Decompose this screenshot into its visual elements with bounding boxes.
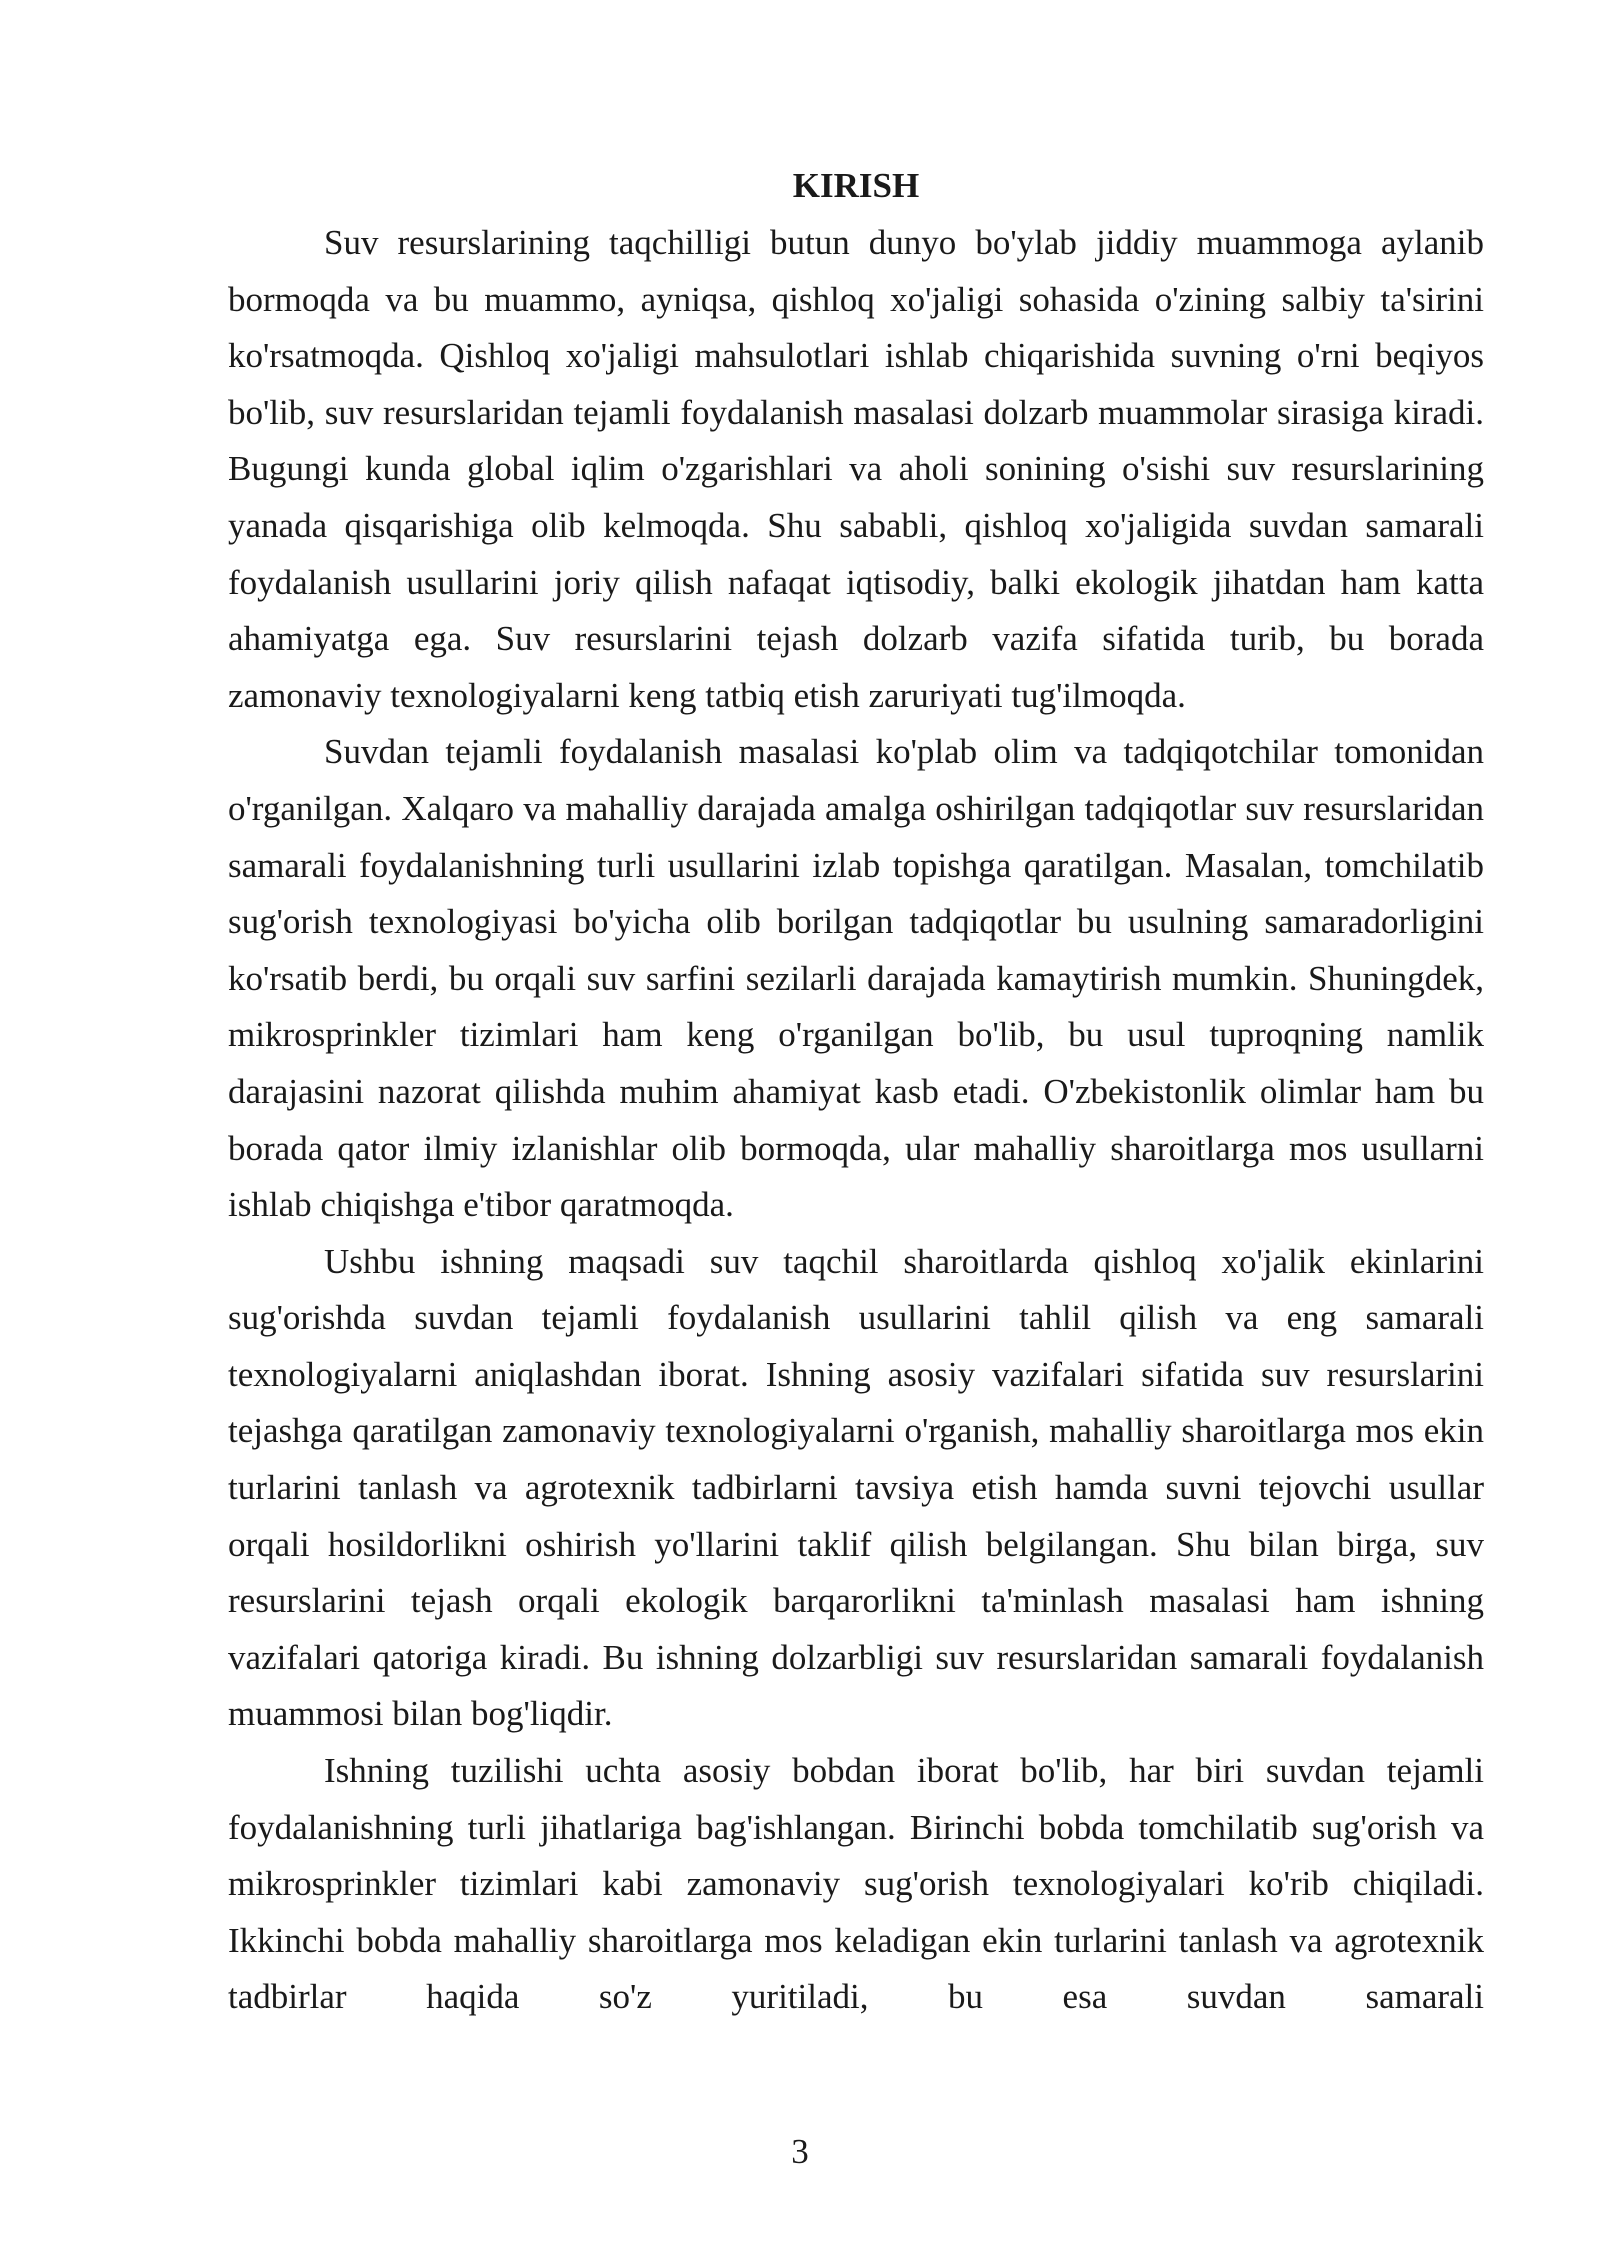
paragraph-4: Ishning tuzilishi uchta asosiy bobdan iborat bo'lib, har biri suvdan tejamli foydalanishning turli jihatlariga bag'ishlangan. Birinchi bobda tomchilatib sug'orish va mikrosprinkler tizimlari kabi zamonaviy sug'orish texnologiyalari ko'rib chiqiladi. Ikkinchi bobda mahalliy sharoitlarga mos keladigan ekin turlarini tanlash va agrotexnik tadbirlar haqida so'z yuritiladi, bu esa suvdan samarali <box>228 1751 1484 2017</box>
paragraph-3: Ushbu ishning maqsadi suv taqchil sharoitlarda qishloq xo'jalik ekinlarini sug'orishda suvdan tejamli foydalanish usullarini tahlil qilish va eng samarali texnologiyalarni aniqlashdan iborat. Ishning asosiy vazifalari sifatida suv resurslarini tejashga qaratilgan zamonaviy texnologiyalarni o'rganish, mahalliy sharoitlarga mos ekin turlarini tanlash va agrotexnik tadbirlarni tavsiya etish hamda suvni tejovchi usullar orqali hosildorlikni oshirish yo'llarini taklif qilish belgilangan. Shu bilan birga, suv resurslarini tejash orqali ekologik barqarorlikni ta'minlash masalasi ham ishning vazifalari qatoriga kiradi. Bu ishning dolzarbligi suv resurslaridan samarali foydalanish muammosi bilan bog'liqdir. <box>228 1241 1484 1734</box>
section-title: KIRISH <box>792 166 920 205</box>
page-content <box>228 158 1484 2026</box>
page-number: 3 <box>791 2132 809 2171</box>
paragraph-2: Suvdan tejamli foydalanish masalasi ko'plab olim va tadqiqotchilar tomonidan o'rganilgan. Xalqaro va mahalliy darajada amalga oshirilgan tadqiqotlar suv resurslaridan samarali foydalanishning turli usullarini izlab topishga qaratilgan. Masalan, tomchilatib sug'orish texnologiyasi bo'yicha olib borilgan tadqiqotlar bu usulning samaradorligini ko'rsatib berdi, bu orqali suv sarfini sezilarli darajada kamaytirish mumkin. Shuningdek, mikrosprinkler tizimlari ham keng o'rganilgan bo'lib, bu usul tuproqning namlik darajasini nazorat qilishda muhim ahamiyat kasb etadi. O'zbekistonlik olimlar ham bu borada qator ilmiy izlanishlar olib bormoqda, ular mahalliy sharoitlarga mos usullarni ishlab chiqishga e'tibor qaratmoqda. <box>228 732 1484 1225</box>
paragraph-1: Suv resurslarining taqchilligi butun dunyo bo'ylab jiddiy muammoga aylanib bormoqda va bu muammo, ayniqsa, qishloq xo'jaligi sohasida o'zining salbiy ta'sirini ko'rsatmoqda. Qishloq xo'jaligi mahsulotlari ishlab chiqarishida suvning o'rni beqiyos bo'lib, suv resurslaridan tejamli foydalanish masalasi dolzarb muammolar sirasiga kiradi. Bugungi kunda global iqlim o'zgarishlari va aholi sonining o'sishi suv resurslarining yanada qisqarishiga olib kelmoqda. Shu sababli, qishloq xo'jaligida suvdan samarali foydalanish usullarini joriy qilish nafaqat iqtisodiy, balki ekologik jihatdan ham katta ahamiyatga ega. Suv resurslarini tejash dolzarb vazifa sifatida turib, bu borada zamonaviy texnologiyalarni keng tatbiq etish zaruriyati tug'ilmoqda. <box>228 223 1484 715</box>
